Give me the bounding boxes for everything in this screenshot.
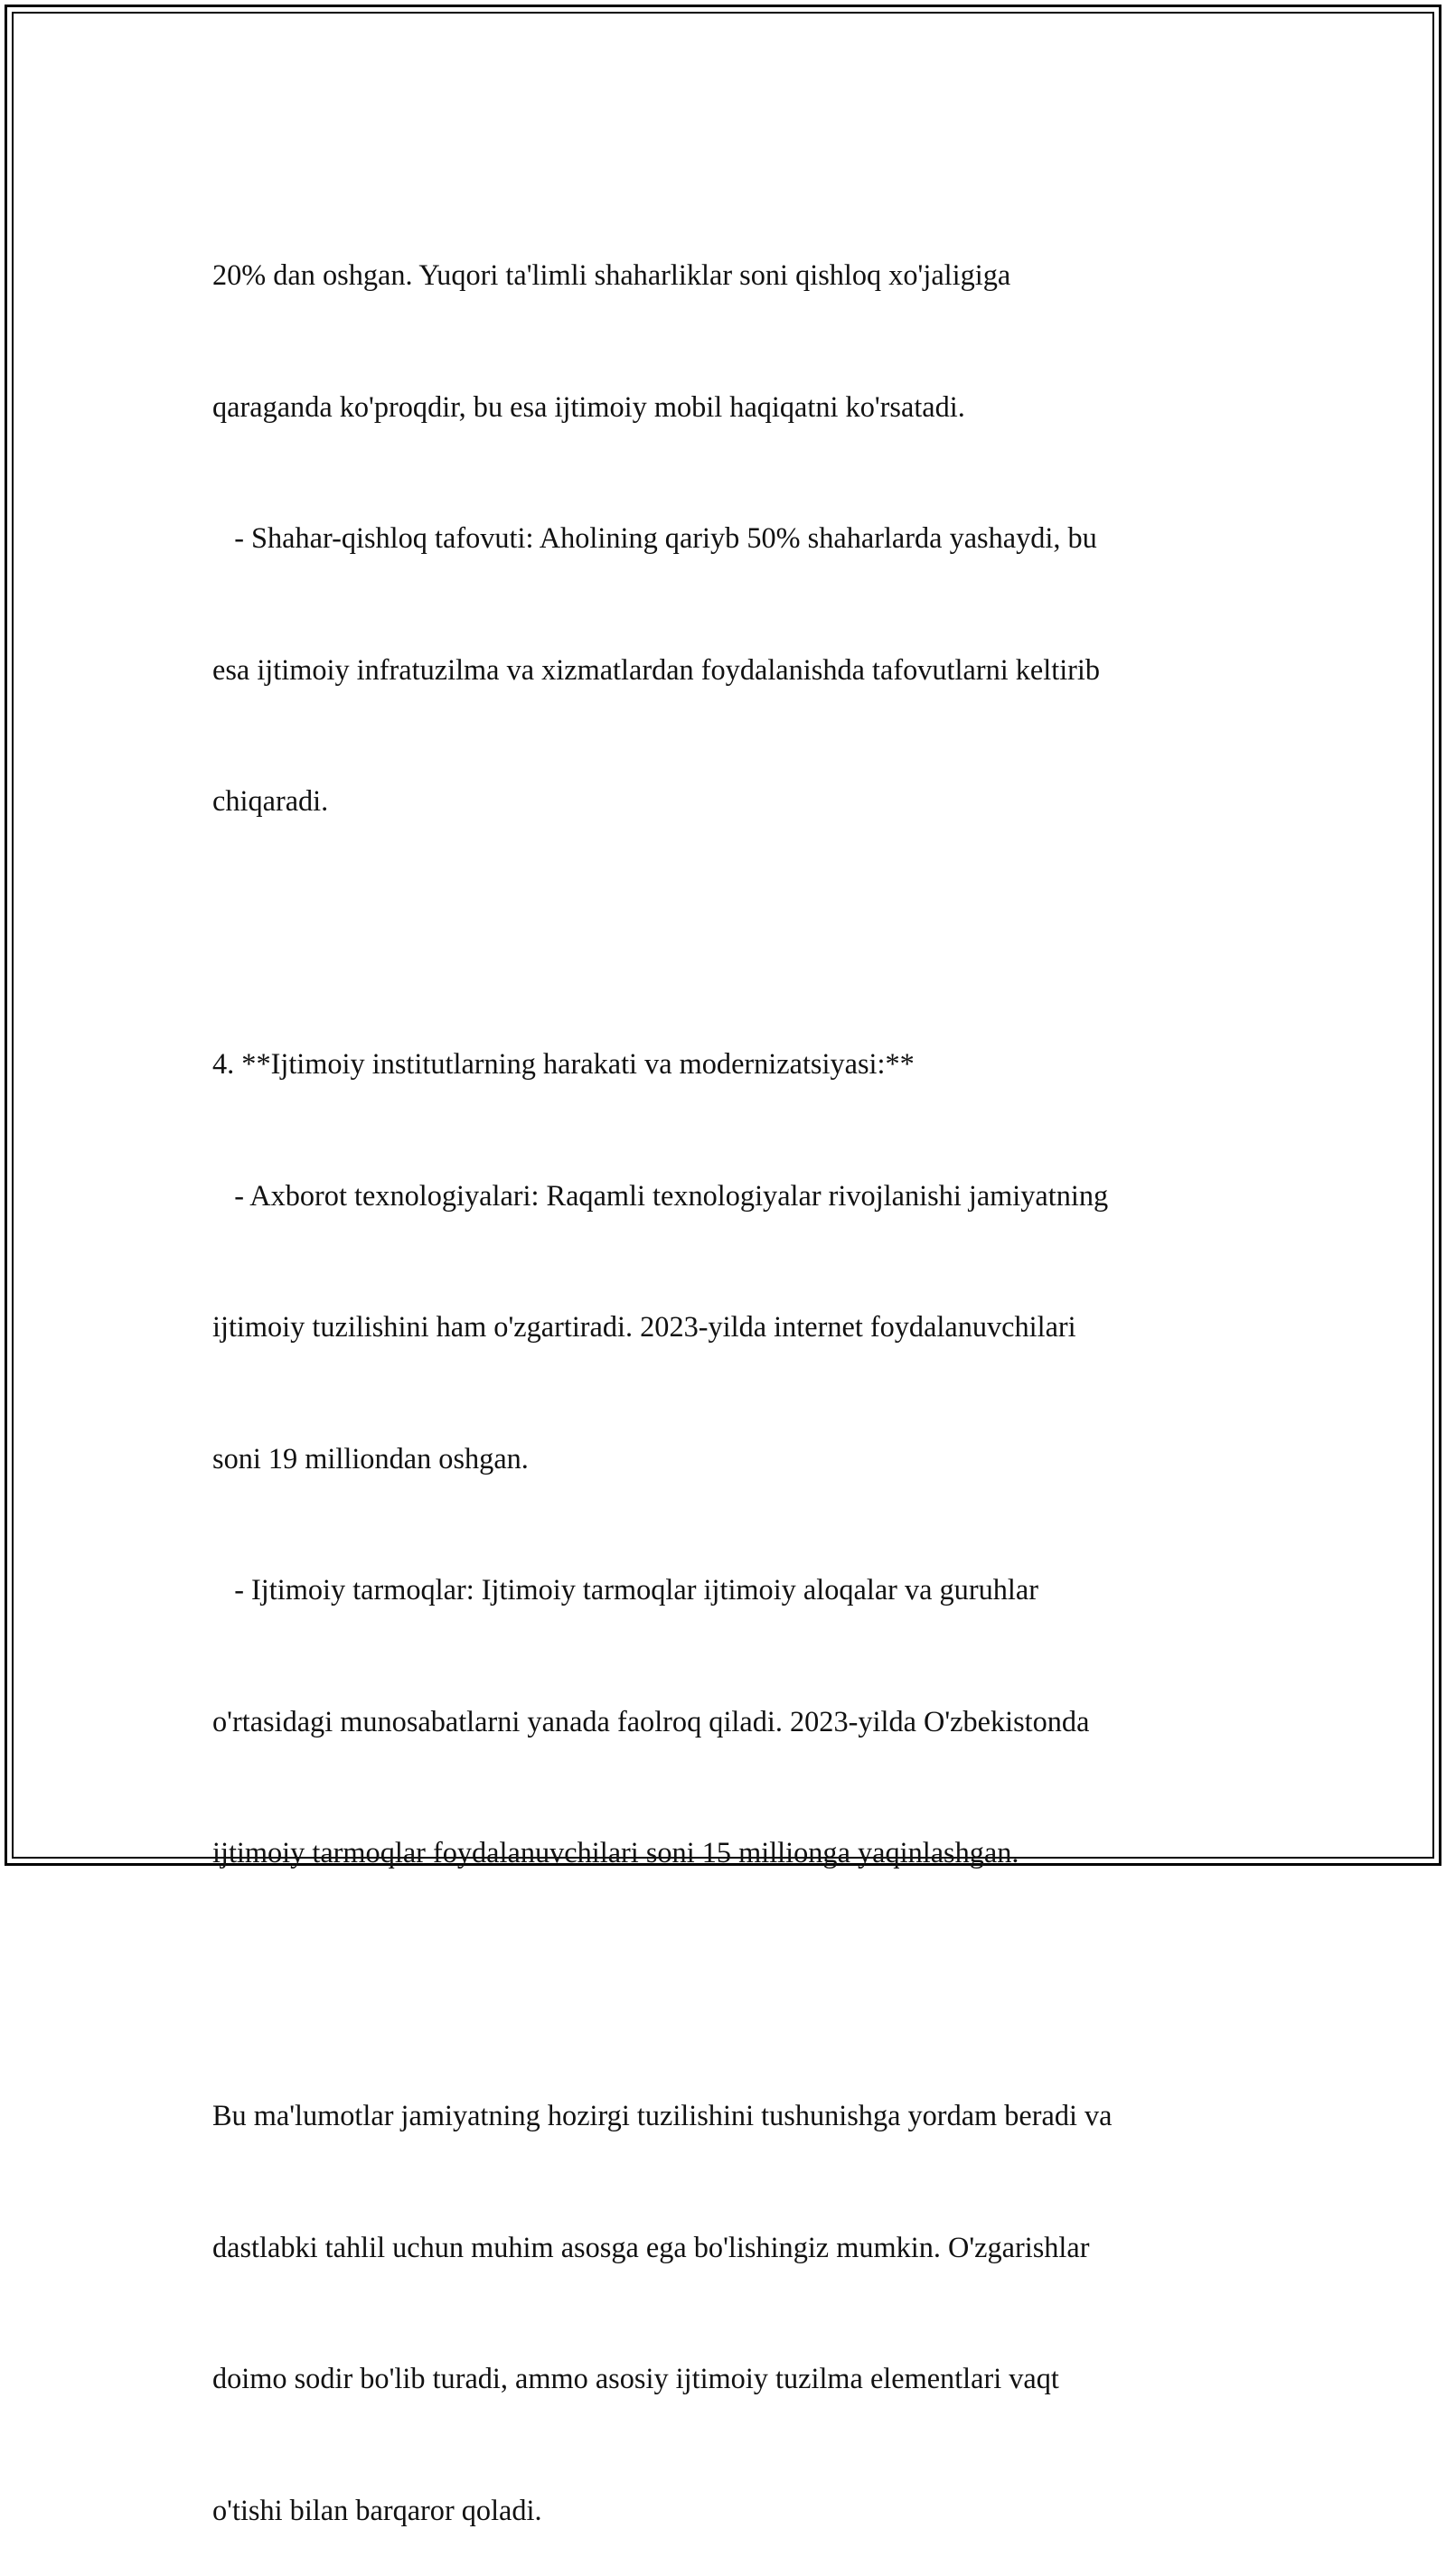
text-line: o'tishi bilan barqaror qoladi.: [212, 2493, 542, 2526]
text-line: chiqaradi.: [212, 784, 329, 817]
text-line: ijtimoiy tuzilishini ham o'zgartiradi. 2023-yilda internet foydalanuvchilari: [212, 1310, 1076, 1343]
text-line: 20% dan oshgan. Yuqori ta'limli shaharliklar soni qishloq xo'jaligiga: [212, 258, 1011, 291]
text-line: Bu ma'lumotlar jamiyatning hozirgi tuzilishini tushunishga yordam beradi va: [212, 2099, 1113, 2131]
text-line: ijtimoiy tarmoqlar foydalanuvchilari soni 15 millionga yaqinlashgan.: [212, 1836, 1019, 1869]
text-line: dastlabki tahlil uchun muhim asosga ega bo'lishingiz mumkin. O'zgarishlar: [212, 2230, 1090, 2263]
blank-line: [212, 911, 1261, 955]
text-line: - Ijtimoiy tarmoqlar: Ijtimoiy tarmoqlar ijtimoiy aloqalar va guruhlar: [212, 1573, 1038, 1606]
text-line: esa ijtimoiy infratuzilma va xizmatlardan foydalanishda tafovutlarni keltirib: [212, 652, 1101, 686]
text-line: doimo sodir bo'lib turadi, ammo asosiy ijtimoiy tuzilma elementlari vaqt: [212, 2362, 1059, 2394]
blank-line: [212, 1962, 1261, 2007]
text-line: - Axborot texnologiyalari: Raqamli texnologiyalar rivojlanishi jamiyatning: [212, 1178, 1109, 1212]
section-heading: 4. **Ijtimoiy institutlarning harakati va modernizatsiyasi:**: [212, 1047, 915, 1080]
document-body: [212, 165, 1261, 2576]
text-line: soni 19 milliondan oshgan.: [212, 1441, 529, 1475]
text-line: - Shahar-qishloq tafovuti: Aholining qariyb 50% shaharlarda yashaydi, bu: [212, 521, 1097, 554]
text-line: qaraganda ko'proqdir, bu esa ijtimoiy mobil haqiqatni ko'rsatadi.: [212, 389, 965, 423]
text-line: o'rtasidagi munosabatlarni yanada faolroq qiladi. 2023-yilda O'zbekistonda: [212, 1704, 1090, 1738]
